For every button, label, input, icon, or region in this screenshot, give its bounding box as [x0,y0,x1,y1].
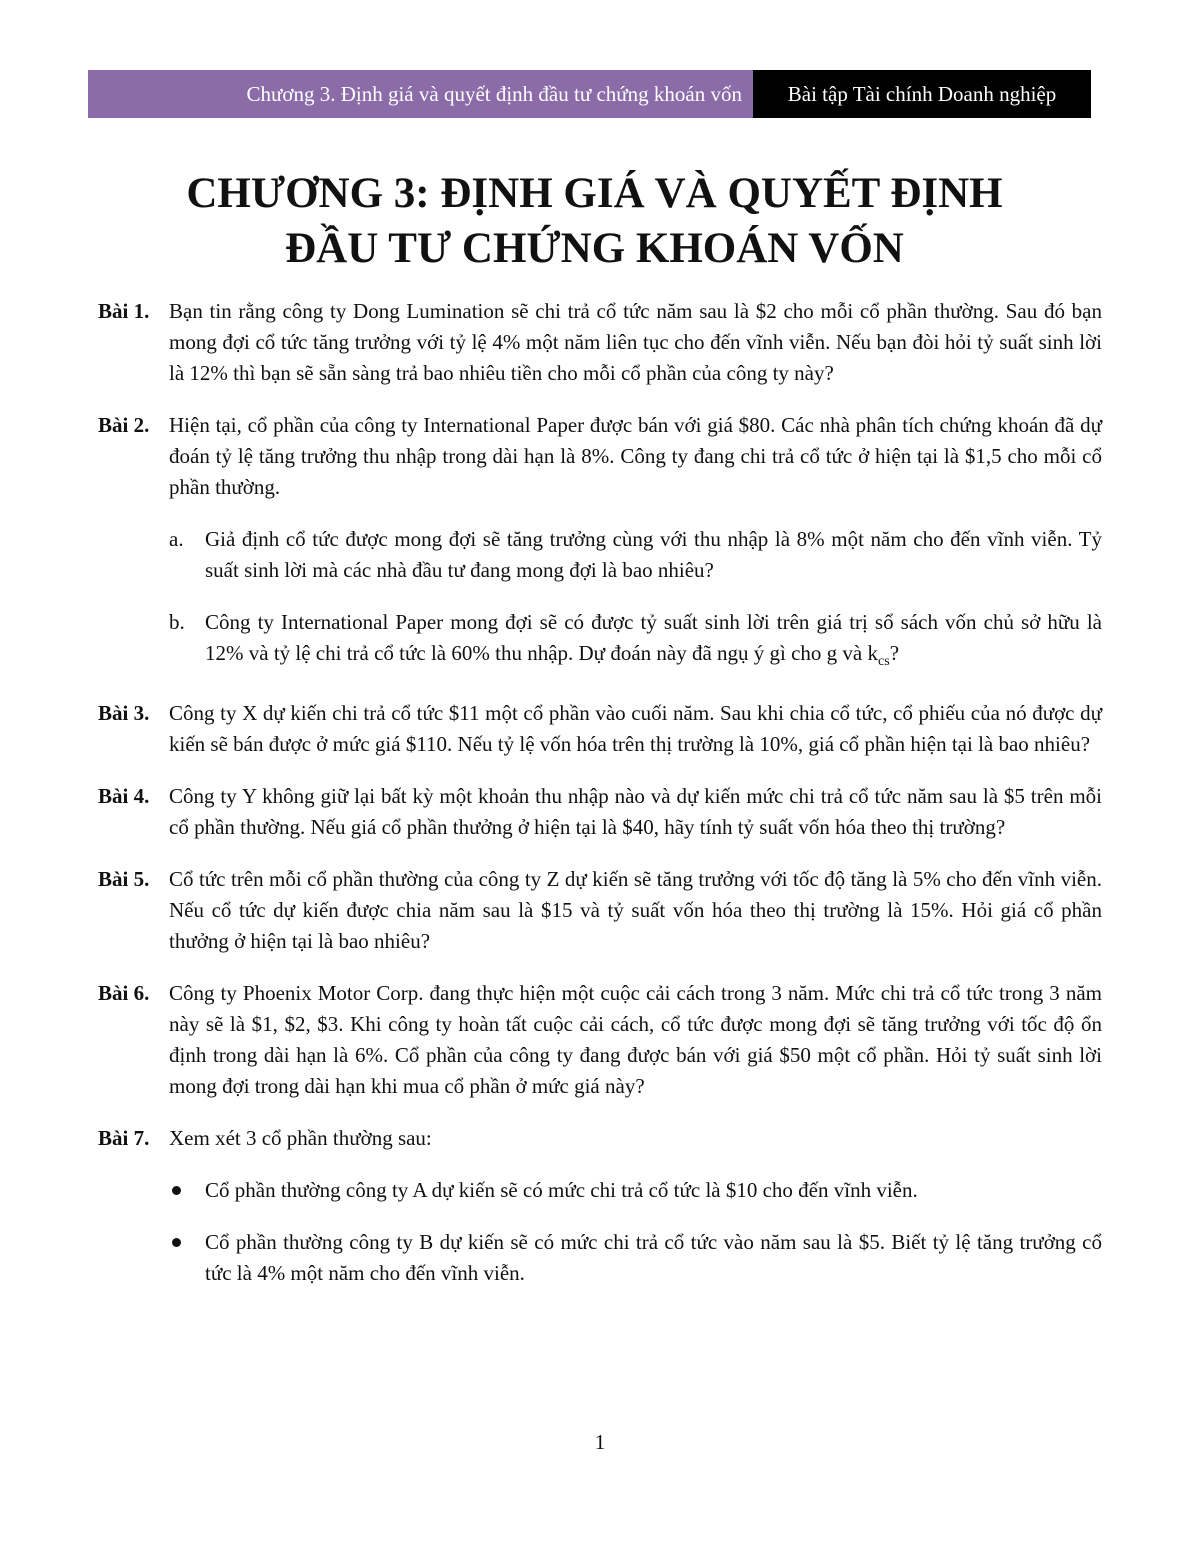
bullet-list [169,1175,1102,1289]
problem-7 [98,1123,1102,1289]
bullet-item [169,1227,1102,1289]
chapter-title-line-2: ĐẦU TƯ CHỨNG KHOÁN VỐN [285,225,904,272]
problem-label: Bài 4. [98,784,150,809]
problem-label: Bài 3. [98,701,150,726]
bullet-text: Cổ phần thường công ty B dự kiến sẽ có mức chi trả cổ tức vào năm sau là $5. Biết tỷ lệ tăng trưởng cổ tức là 4% một năm cho đến vĩnh viễn. [205,1230,1102,1286]
sub-question-marker: a. [169,527,184,551]
chapter-title-line-1: CHƯƠNG 3: ĐỊNH GIÁ VÀ QUYẾT ĐỊNH [186,170,1003,217]
bullet-item [169,1175,1102,1206]
sub-question-text [205,607,1102,677]
problem-5 [98,864,1102,957]
header-chapter: Chương 3. Định giá và quyết định đầu tư chứng khoán vốn [88,70,753,118]
problem-3 [98,698,1102,760]
problem-1 [98,296,1102,389]
sub-question-text: Giả định cổ tức được mong đợi sẽ tăng trưởng cùng với thu nhập là 8% một năm cho đến vĩnh viễn. Tỷ suất sinh lời mà các nhà đầu tư đang mong đợi là bao nhiêu? [205,527,1102,582]
problem-4 [98,781,1102,843]
bullet-icon [172,1238,181,1247]
problem-list [98,296,1102,1310]
chapter-title [88,166,1101,276]
bullet-icon [172,1186,181,1195]
problem-text: Xem xét 3 cổ phần thường sau: [169,1126,432,1151]
sub-question-b [169,607,1102,677]
problem-text: Bạn tin rằng công ty Dong Lumination sẽ chi trả cổ tức năm sau là $2 cho mỗi cổ phần thường. Sau đó bạn mong đợi cổ tức tăng trưởng với tỷ lệ 4% một năm liên tục cho đến vĩnh viễn. Nếu bạn đòi hỏi tỷ suất sinh lời là 12% thì bạn sẽ sẵn sàng trả bao nhiêu tiền cho mỗi cổ phần của công ty này? [169,299,1102,385]
problem-text: Công ty X dự kiến chi trả cổ tức $11 một cổ phần vào cuối năm. Sau khi chia cổ tức, cổ phiếu của nó được dự kiến sẽ bán được ở mức giá $110. Nếu tỷ lệ vốn hóa trên thị trường là 10%, giá cổ phần hiện tại là bao nhiêu? [169,701,1102,757]
problem-label: Bài 7. [98,1126,150,1151]
page-number: 1 [594,1430,606,1454]
sub-question-a [169,524,1102,586]
running-header [88,70,1091,118]
subscript-cs: cs [878,654,890,670]
bullet-text: Cổ phần thường công ty A dự kiến sẽ có mức chi trả cổ tức là $10 cho đến vĩnh viễn. [205,1178,918,1203]
problem-text: Cổ tức trên mỗi cổ phần thường của công ty Z dự kiến sẽ tăng trưởng với tốc độ tăng là 5% cho đến vĩnh viễn. Nếu cổ tức dự kiến được chia năm sau là $15 và tỷ suất vốn hóa theo thị trường là 15%. Hỏi giá cổ phần thưởng ở hiện tại là bao nhiêu? [169,867,1102,954]
problem-label: Bài 6. [98,981,150,1006]
problem-label: Bài 2. [98,413,150,437]
problem-label: Bài 1. [98,299,150,323]
problem-text: Công ty Y không giữ lại bất kỳ một khoản thu nhập nào và dự kiến mức chi trả cổ tức năm sau là $5 trên mỗi cổ phần thường. Nếu giá cổ phần thưởng ở hiện tại là $40, hãy tính tỷ suất vốn hóa theo thị trường? [169,784,1102,840]
problem-6 [98,978,1102,1102]
problem-text: Hiện tại, cổ phần của công ty International Paper được bán với giá $80. Các nhà phân tích chứng khoán đã dự đoán tỷ lệ tăng trưởng thu nhập trong dài hạn là 8%. Công ty đang chi trả cổ tức ở hiện tại là $1,5 cho mỗi cổ phần thường. [169,413,1102,499]
problem-label: Bài 5. [98,867,150,892]
problem-text: Công ty Phoenix Motor Corp. đang thực hiện một cuộc cải cách trong 3 năm. Mức chi trả cổ tức trong 3 năm này sẽ là $1, $2, $3. Khi công ty hoàn tất cuộc cải cách, cổ tức được mong đợi sẽ tăng trưởng với tốc độ ổn định trong dài hạn là 6%. Cổ phần của công ty đang được bán với giá $50 một cổ phần. Hỏi tỷ suất sinh lời mong đợi trong dài hạn khi mua cổ phần ở mức giá này? [169,981,1102,1099]
sub-question-text-main: Công ty International Paper mong đợi sẽ có được tỷ suất sinh lời trên giá trị sổ sách vốn chủ sở hữu là 12% và tỷ lệ chi trả cổ tức là 60% thu nhập. Dự đoán này đã ngụ ý gì cho g và k [205,610,1102,665]
sub-question-marker: b. [169,610,185,634]
sub-question-text-end: ? [889,641,900,665]
problem-2 [98,410,1102,677]
header-book-title: Bài tập Tài chính Doanh nghiệp [753,70,1091,118]
sub-question-list [169,524,1102,677]
